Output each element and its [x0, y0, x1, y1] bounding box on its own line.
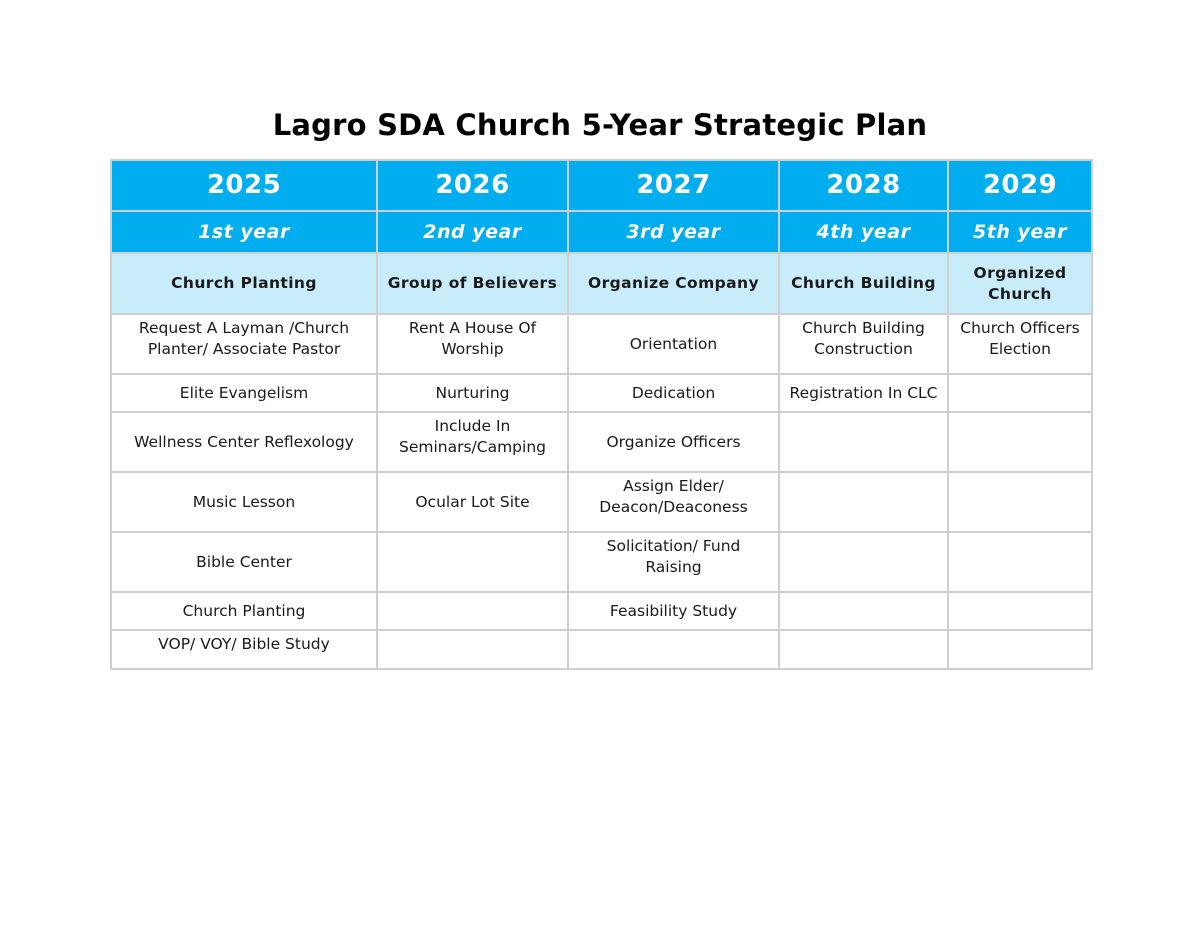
- activity-row: [111, 592, 1092, 630]
- activity-cell: Nurturing: [377, 374, 568, 412]
- activity-cell: Wellness Center Reflexology: [111, 412, 377, 472]
- year-cell: 2025: [111, 160, 377, 211]
- activity-row: [111, 412, 1092, 472]
- activity-cell: [948, 592, 1092, 630]
- activity-cell: [377, 532, 568, 592]
- activity-cell: VOP/ VOY/ Bible Study: [111, 630, 377, 669]
- strategic-plan-table: [110, 159, 1093, 670]
- activity-cell: [779, 630, 948, 669]
- activity-cell: [948, 532, 1092, 592]
- activity-cell: [377, 592, 568, 630]
- activity-cell: [779, 412, 948, 472]
- activity-cell: Request A Layman /Church Planter/ Associate Pastor: [111, 314, 377, 374]
- phase-row: [111, 253, 1092, 314]
- activity-cell: Include In Seminars/Camping: [377, 412, 568, 472]
- year-header-row: [111, 160, 1092, 211]
- year-cell: 2026: [377, 160, 568, 211]
- phase-cell: Organized Church: [948, 253, 1092, 314]
- activity-cell: [948, 472, 1092, 532]
- year-cell: 2028: [779, 160, 948, 211]
- ordinal-cell: 5th year: [948, 211, 1092, 253]
- activity-cell: [377, 630, 568, 669]
- activity-cell: [779, 592, 948, 630]
- activity-cell: Church Officers Election: [948, 314, 1092, 374]
- activity-cell: [948, 630, 1092, 669]
- phase-cell: Group of Believers: [377, 253, 568, 314]
- activity-cell: Orientation: [568, 314, 779, 374]
- year-cell: 2029: [948, 160, 1092, 211]
- activity-row: [111, 472, 1092, 532]
- phase-cell: Church Building: [779, 253, 948, 314]
- activity-cell: Bible Center: [111, 532, 377, 592]
- ordinal-header-row: [111, 211, 1092, 253]
- activity-cell: [568, 630, 779, 669]
- activity-cell: Dedication: [568, 374, 779, 412]
- activity-row: [111, 314, 1092, 374]
- activity-row: [111, 374, 1092, 412]
- activity-cell: Feasibility Study: [568, 592, 779, 630]
- phase-cell: Organize Company: [568, 253, 779, 314]
- activity-cell: Rent A House Of Worship: [377, 314, 568, 374]
- ordinal-cell: 4th year: [779, 211, 948, 253]
- activity-cell: Ocular Lot Site: [377, 472, 568, 532]
- activity-row: [111, 630, 1092, 669]
- activity-cell: [948, 412, 1092, 472]
- activity-cell: Solicitation/ Fund Raising: [568, 532, 779, 592]
- activity-cell: Church Planting: [111, 592, 377, 630]
- activity-cell: [779, 472, 948, 532]
- activity-cell: Elite Evangelism: [111, 374, 377, 412]
- activity-cell: Music Lesson: [111, 472, 377, 532]
- ordinal-cell: 2nd year: [377, 211, 568, 253]
- activity-row: [111, 532, 1092, 592]
- activity-cell: Church Building Construction: [779, 314, 948, 374]
- ordinal-cell: 3rd year: [568, 211, 779, 253]
- year-cell: 2027: [568, 160, 779, 211]
- activity-cell: [779, 532, 948, 592]
- activity-cell: [948, 374, 1092, 412]
- phase-cell: Church Planting: [111, 253, 377, 314]
- ordinal-cell: 1st year: [111, 211, 377, 253]
- activity-cell: Organize Officers: [568, 412, 779, 472]
- activity-cell: Registration In CLC: [779, 374, 948, 412]
- document-title: Lagro SDA Church 5-Year Strategic Plan: [272, 108, 928, 142]
- activity-cell: Assign Elder/ Deacon/Deaconess: [568, 472, 779, 532]
